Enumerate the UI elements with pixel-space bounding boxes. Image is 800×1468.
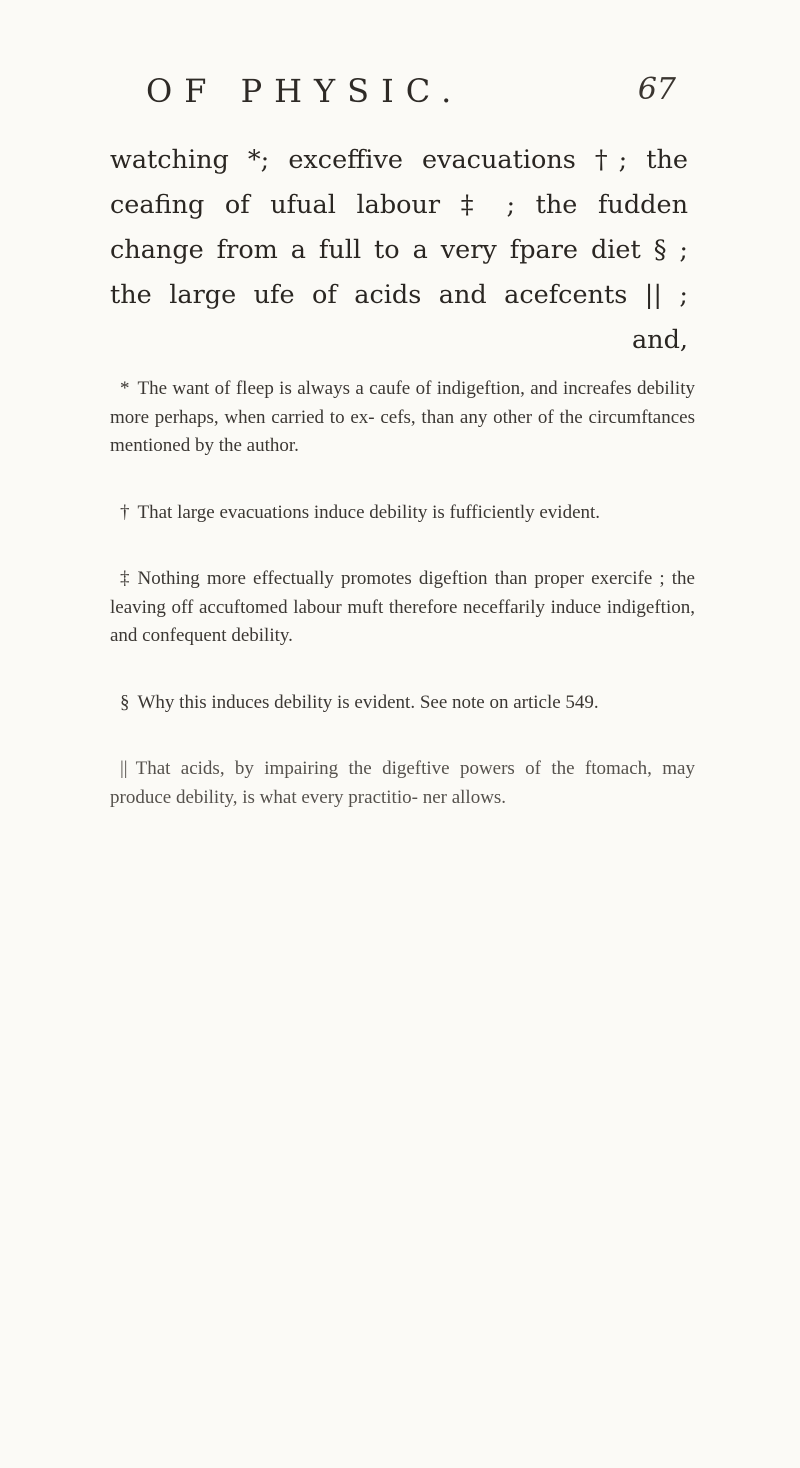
footnote-mark: †	[120, 501, 130, 523]
footnote-evacuations	[110, 499, 695, 528]
footnote-mark: §	[120, 691, 130, 713]
footnote-acids	[110, 755, 695, 812]
body-line: the large ufe of acids and acefcents || ;	[110, 280, 688, 310]
body-paragraph	[110, 138, 688, 363]
footnote-text: Why this induces debility is evident. See note on article 549.	[137, 691, 599, 713]
running-head	[146, 72, 676, 116]
footnote-mark: *	[120, 378, 130, 399]
footnote-text: That large evacuations induce debility is fufficiently evident.	[137, 501, 601, 523]
footnote-text: That acids, by impairing the digeftive powers of the ftomach, may produce debility, is what every practitio- ner allows.	[110, 758, 695, 808]
body-line: watching *; exceffive evacuations †; the	[110, 145, 688, 175]
page-number: 67	[637, 72, 676, 107]
footnote-sleep	[110, 375, 695, 461]
body-line-catchword: and,	[631, 325, 688, 355]
footnote-diet	[110, 689, 695, 718]
body-line: ceafing of ufual labour ‡ ; the fudden	[110, 190, 688, 220]
footnote-mark: ||	[120, 758, 128, 779]
running-title: OF PHYSIC.	[146, 72, 464, 110]
footnotes-section	[110, 375, 695, 850]
footnote-text: Nothing more effectually promotes digeftion than proper exercife ; the leaving off accuftomed labour muft therefore neceffarily induce indigeftion, and confequent debility.	[110, 568, 695, 646]
body-line: change from a full to a very fpare diet § ;	[110, 235, 688, 265]
footnote-mark: ‡	[120, 568, 130, 589]
footnote-text: The want of fleep is always a caufe of indigeftion, and increafes debility more perhaps, when carried to ex- cefs, than any other of the circumftances mentioned by the author.	[110, 378, 695, 456]
footnote-exercise	[110, 565, 695, 651]
